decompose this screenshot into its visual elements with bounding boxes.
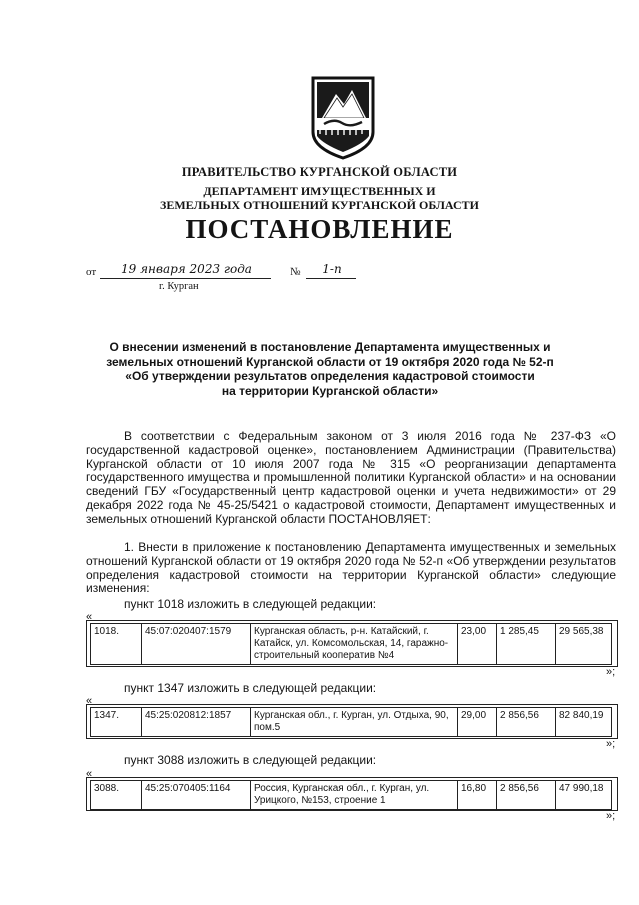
open-quote-1018: « (86, 611, 93, 623)
department-name (0, 184, 639, 212)
preamble-paragraph: В соответствии с Федеральным законом от 3 июля 2016 года № 237-ФЗ «О государственной кадастровой оценке», постановлением Администрации (Правительства) Курганской области от 10 июля 2007 года № 315 «О реорганизации департамента государственного имущества и промышленной политики Курганской области» и на основании сведений ГБУ «Государственный центр кадастровой оценки и учета недвижимости» от 29 декабря 2022 года № 45-25/5421 о кадастровой стоимости, Департамент имущественных и земельных отношений Курганской области ПОСТАНОВЛЯЕТ: (86, 429, 616, 526)
table-row (91, 708, 612, 737)
document-type: ПОСТАНОВЛЕНИЕ (185, 214, 454, 244)
city-label: г. Курган (159, 281, 199, 292)
amendment-table-1018 (90, 623, 612, 665)
date-underline (100, 278, 271, 279)
department-line-1: ДЕПАРТАМЕНТ ИМУЩЕСТВЕННЫХ И (203, 184, 436, 198)
title-line-3: «Об утверждении результатов определения кадастровой стоимости (125, 369, 535, 384)
cell-area: 16,80 (458, 781, 497, 810)
date-from-label: от (86, 266, 97, 278)
cell-number: 1347. (91, 708, 142, 737)
number-handwritten: 1-п (322, 262, 342, 276)
cell-address: Курганская обл., г. Курган, ул. Отдыха, 90, пом.5 (251, 708, 458, 737)
open-quote-3088: « (86, 768, 93, 780)
cell-rate: 1 285,45 (497, 624, 556, 665)
number-underline (306, 278, 356, 279)
amendment-intro-3088: пункт 3088 изложить в следующей редакции: (124, 753, 377, 767)
title-line-2: земельных отношений Курганской области от 19 октября 2020 года № 52-п (106, 354, 554, 369)
cell-value: 29 565,38 (556, 624, 612, 665)
date-handwritten: 19 января 2023 года (121, 262, 252, 276)
cell-area: 29,00 (458, 708, 497, 737)
number-label: № (290, 266, 301, 278)
date-number-line (86, 264, 386, 282)
coat-of-arms-emblem (308, 74, 378, 160)
cell-address: Курганская область, р-н. Катайский, г. Катайск, ул. Комсомольская, 14, гаражно-строительный кооператив №4 (251, 624, 458, 665)
department-line-2: ЗЕМЕЛЬНЫХ ОТНОШЕНИЙ КУРГАНСКОЙ ОБЛАСТИ (159, 198, 479, 212)
close-quote-3088: »; (606, 810, 616, 822)
government-name: ПРАВИТЕЛЬСТВО КУРГАНСКОЙ ОБЛАСТИ (181, 165, 458, 179)
amendment-table-3088 (90, 780, 612, 810)
cell-number: 1018. (91, 624, 142, 665)
document-title (100, 340, 560, 398)
title-line-1: О внесении изменений в постановление Департамента имущественных и (109, 340, 551, 354)
cell-address: Россия, Курганская обл., г. Курган, ул. Урицкого, №153, строение 1 (251, 781, 458, 810)
close-quote-1018: »; (606, 666, 616, 678)
amendment-table-1347 (90, 707, 612, 737)
clause-1-paragraph: 1. Внести в приложение к постановлению Департамента имущественных и земельных отношений Курганской области от 19 октября 2020 года № 52-п «Об утверждении результатов определения кадастровой стоимости на территории Курганской области» следующие изменения: (86, 540, 616, 596)
cell-rate: 2 856,56 (497, 708, 556, 737)
cell-value: 47 990,18 (556, 781, 612, 810)
cell-cadastral: 45:07:020407:1579 (142, 624, 251, 665)
table-row (91, 624, 612, 665)
amendment-intro-1018: пункт 1018 изложить в следующей редакции: (124, 597, 377, 611)
cell-number: 3088. (91, 781, 142, 810)
amendment-intro-1347: пункт 1347 изложить в следующей редакции: (124, 681, 377, 695)
title-line-4: на территории Курганской области» (221, 383, 439, 398)
close-quote-1347: »; (606, 738, 616, 750)
cell-cadastral: 45:25:020812:1857 (142, 708, 251, 737)
table-row (91, 781, 612, 810)
cell-rate: 2 856,56 (497, 781, 556, 810)
cell-area: 23,00 (458, 624, 497, 665)
cell-value: 82 840,19 (556, 708, 612, 737)
cell-cadastral: 45:25:070405:1164 (142, 781, 251, 810)
open-quote-1347: « (86, 695, 93, 707)
